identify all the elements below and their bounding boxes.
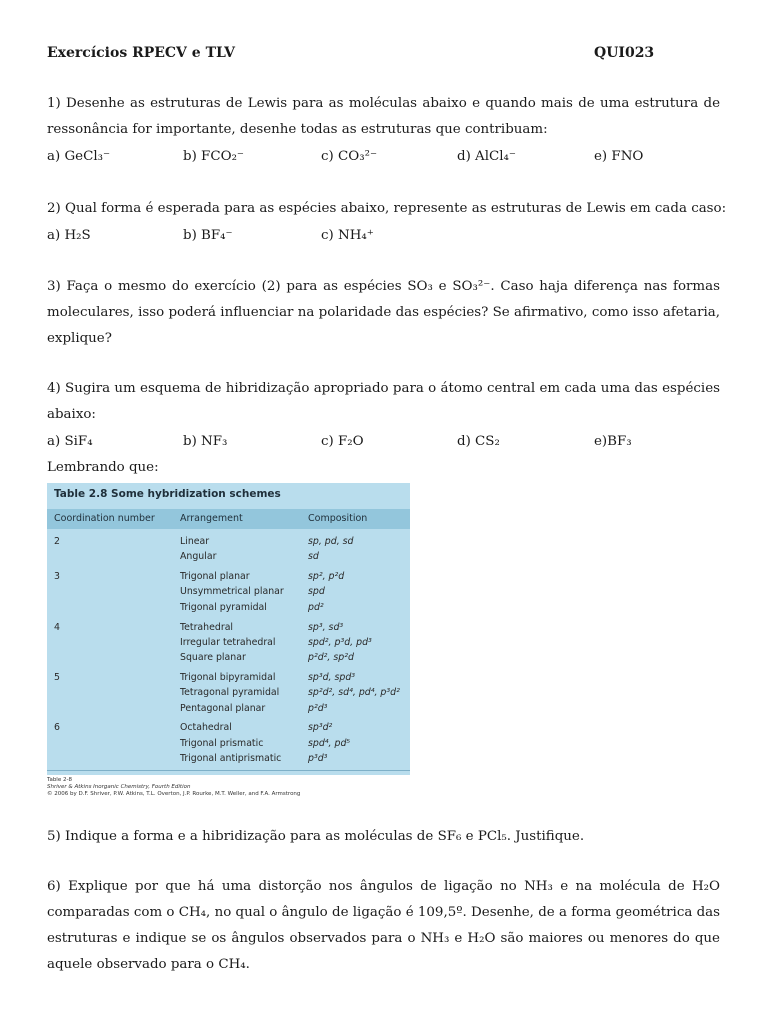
q1-option-c: c) CO₃²⁻ xyxy=(321,149,378,164)
arrangement-cell: Tetragonal pyramidal xyxy=(180,687,280,699)
arrangement-cell: Square planar xyxy=(180,652,246,664)
arrangement-cell: Trigonal prismatic xyxy=(180,737,264,749)
arrangement-cell: Trigonal antiprismatic xyxy=(180,752,282,764)
composition-cell: sp³d² xyxy=(308,722,333,734)
header-coordination-number: Coordination number xyxy=(54,513,155,524)
q2-option-a: a) H₂S xyxy=(47,228,91,243)
arrangement-cell: Tetrahedral xyxy=(180,621,234,633)
q1-option-e: e) FNO xyxy=(594,149,644,164)
arrangement-cell: Octahedral xyxy=(180,722,232,734)
coordination-number-4: 4 xyxy=(54,621,60,633)
composition-cell: spd², p³d, pd³ xyxy=(308,636,372,648)
question-4-text: 4) Sugira um esquema de hibridização apropriado para o átomo central em cada uma das espécies abaixo: xyxy=(47,381,720,422)
composition-cell: sp³d, spd³ xyxy=(308,671,356,683)
coordination-number-5: 5 xyxy=(54,671,60,683)
course-code: QUI023 xyxy=(594,45,655,61)
table-caption-label: Table 2-8 xyxy=(47,777,72,783)
composition-cell: p²d³ xyxy=(308,702,328,714)
composition-cell: pd² xyxy=(308,601,324,613)
q4-option-c: c) F₂O xyxy=(321,434,364,449)
q1-option-a: a) GeCl₃⁻ xyxy=(47,149,111,164)
question-6-text: 6) Explique por que há uma distorção nos ângulos de ligação no NH₃ e na molécula de H₂O comparadas com o CH₄, no qual o ângulo de ligação é 109,5º. Desenhe, de a forma geométrica das estruturas e indique se os ângulos observados para o NH₃ e H₂O são maiores ou menores do que aquele observado para o CH₄. xyxy=(47,879,720,972)
hybridization-table xyxy=(47,483,410,775)
composition-cell: sp²d², sd⁴, pd⁴, p³d² xyxy=(308,687,400,699)
arrangement-cell: Angular xyxy=(180,551,217,563)
table-title: Table 2.8 Some hybridization schemes xyxy=(54,488,281,500)
reminder-text: Lembrando que: xyxy=(47,460,159,475)
arrangement-cell: Irregular tetrahedral xyxy=(180,636,276,648)
composition-cell: p³d³ xyxy=(308,752,328,764)
q4-option-b: b) NF₃ xyxy=(183,434,228,449)
composition-cell: p²d², sp²d xyxy=(308,652,354,664)
question-3-text: 3) Faça o mesmo do exercício (2) para as espécies SO₃ e SO₃²⁻. Caso haja diferença nas formas moleculares, isso poderá influenciar na polaridade das espécies? Se afirmativo, como isso afetaria, explique? xyxy=(47,279,720,346)
question-2-text: 2) Qual forma é esperada para as espécies abaixo, represente as estruturas de Lewis em cada caso: xyxy=(47,201,727,216)
composition-cell: sp², p²d xyxy=(308,571,345,583)
q2-option-c: c) NH₄⁺ xyxy=(321,228,374,243)
q1-option-d: d) AlCl₄⁻ xyxy=(457,149,516,164)
arrangement-cell: Unsymmetrical planar xyxy=(180,586,284,598)
arrangement-cell: Linear xyxy=(180,536,210,547)
coordination-number-2: 2 xyxy=(54,536,60,547)
coordination-number-6: 6 xyxy=(54,722,60,734)
arrangement-cell: Pentagonal planar xyxy=(180,702,266,714)
question-5-text: 5) Indique a forma e a hibridização para as moléculas de SF₆ e PCl₅. Justifique. xyxy=(47,829,585,844)
coordination-number-3: 3 xyxy=(54,571,60,583)
composition-cell: spd⁴, pd⁵ xyxy=(308,737,351,749)
table-caption-source: Shriver & Atkins Inorganic Chemistry, Fourth Edition xyxy=(47,784,191,790)
q2-option-b: b) BF₄⁻ xyxy=(183,228,233,243)
table-bottom-rule xyxy=(47,770,410,771)
table-header-row xyxy=(47,509,410,529)
q4-option-e: e)BF₃ xyxy=(594,434,632,449)
q4-option-d: d) CS₂ xyxy=(457,434,500,449)
document-title: Exercícios RPECV e TLV xyxy=(47,45,236,61)
q4-option-a: a) SiF₄ xyxy=(47,434,93,449)
header-composition: Composition xyxy=(308,513,368,524)
composition-cell: sp, pd, sd xyxy=(308,536,354,547)
arrangement-cell: Trigonal planar xyxy=(180,571,250,583)
composition-cell: sp³, sd³ xyxy=(308,621,344,633)
arrangement-cell: Trigonal bipyramidal xyxy=(180,671,276,683)
q1-option-b: b) FCO₂⁻ xyxy=(183,149,245,164)
arrangement-cell: Trigonal pyramidal xyxy=(180,601,267,613)
header-arrangement: Arrangement xyxy=(180,513,243,524)
table-caption-copyright: © 2006 by D.F. Shriver, P.W. Atkins, T.L. Overton, J.P. Rourke, M.T. Weller, and F.A. Armstrong xyxy=(47,791,301,797)
question-1-text: 1) Desenhe as estruturas de Lewis para as moléculas abaixo e quando mais de uma estrutura de ressonância for importante, desenhe todas as estruturas que contribuam: xyxy=(47,96,720,137)
composition-cell: sd xyxy=(308,551,319,563)
composition-cell: spd xyxy=(308,586,325,598)
